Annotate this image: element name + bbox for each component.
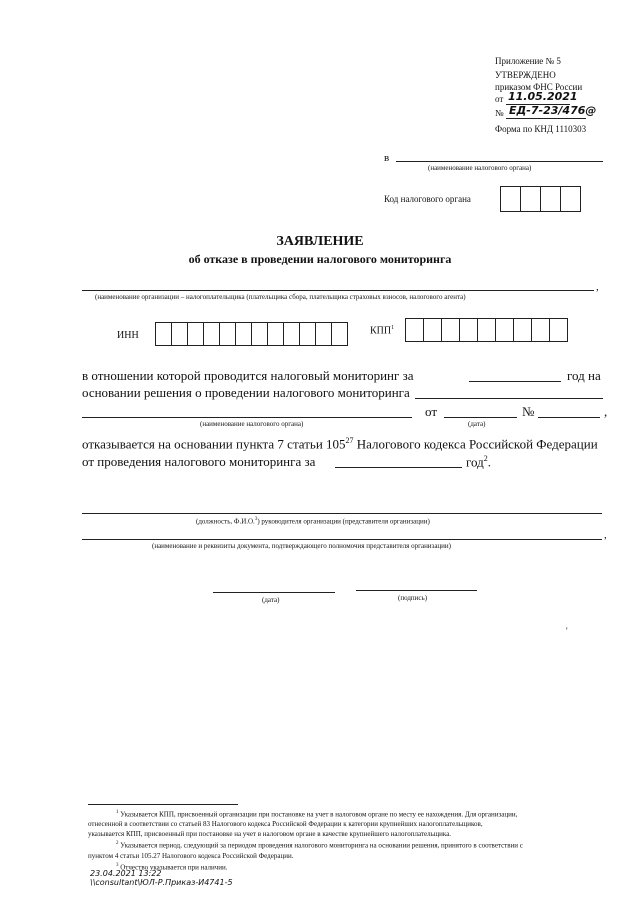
authority-document-field[interactable]: [82, 539, 602, 540]
signature-caption: (подпись): [398, 594, 428, 602]
kpp-label: КПП$^1$: [370, 325, 395, 337]
footnote-separator: [88, 804, 238, 805]
tax-authority-field[interactable]: [396, 161, 603, 162]
organization-caption: (наименование организации – налогоплательщика (плательщика сбора, плательщика страховых взносов, налогового агента): [95, 293, 466, 301]
body-line-2: основании решения о проведении налогового мониторинга: [82, 385, 410, 400]
inn-label: ИНН: [117, 330, 139, 341]
tax-code-label: Код налогового органа: [384, 194, 471, 204]
inn-cells[interactable]: [155, 322, 348, 346]
decision-authority-field[interactable]: [82, 417, 412, 418]
document-subtitle: об отказе в проведении налогового мониторинга: [188, 252, 452, 266]
decision-number-field[interactable]: [538, 417, 600, 418]
tax-code-cells[interactable]: [500, 186, 581, 212]
body-line-4-end: год$^2$.: [466, 454, 491, 470]
decision-date-caption: (дата): [468, 420, 486, 428]
appendix-number: Приложение № 5: [495, 56, 561, 66]
footnote-line: указывается КПП, присвоенный при постановке на учет в налоговом органе в качестве крупнейшего налогоплательщика.: [88, 830, 452, 839]
sign-date-field[interactable]: [213, 592, 335, 593]
document-path: \\consultant\ЮЛ-Р.Приказ-И4741-5: [90, 878, 233, 887]
form-code: Форма по КНД 1110303: [495, 124, 587, 134]
head-caption: (должность, Ф.И.О.$^3$) руководителя организации (представителя организации): [196, 517, 430, 526]
decision-date-field[interactable]: [444, 417, 517, 418]
head-name-field[interactable]: [82, 513, 602, 514]
body-line-1: в отношении которой проводится налоговый мониторинг за: [82, 368, 414, 383]
authority-document-caption: (наименование и реквизиты документа, подтверждающего полномочия представителя организации): [152, 542, 451, 550]
sign-date-caption: (дата): [262, 596, 280, 604]
footnote-line: $^1$ Указывается КПП, присвоенный организации при постановке на учет в налоговом органе по месту ее нахождения. Для организации,: [116, 810, 518, 819]
order-number-value: ЕД-7-23/476@: [509, 104, 597, 117]
body-line-3: отказывается на основании пункта 7 статьи $105^{27}$ Налогового кодекса Российской Федерации: [82, 436, 598, 452]
order-number-label: №: [495, 108, 504, 118]
approved-label: УТВЕРЖДЕНО: [495, 70, 556, 80]
tax-authority-caption: (наименование налогового органа): [428, 164, 532, 172]
decision-number-label: №: [522, 404, 535, 419]
footnote-line: $^3$ Отчество указывается при наличии.: [116, 862, 228, 871]
body-line-1-end: год на: [567, 368, 601, 383]
decision-authority-caption: (наименование налогового органа): [200, 420, 304, 428]
order-date-label: от: [495, 94, 504, 104]
organization-name-field[interactable]: [82, 290, 594, 291]
footnote-line: $^2$ Указывается период, следующий за периодом проведения налогового мониторинга на основании решения, принятого в соответствии с: [116, 841, 523, 850]
order-date-value: 11.05.2021: [508, 90, 578, 103]
print-timestamp: 23.04.2021 13:22: [90, 869, 162, 878]
footnotes: [88, 808, 608, 872]
signature-field[interactable]: [356, 590, 477, 591]
kpp-cells[interactable]: [405, 318, 568, 342]
recipient-prefix: в: [384, 152, 390, 164]
refusal-year-field[interactable]: [335, 467, 462, 468]
order-label: приказом ФНС России: [495, 82, 583, 92]
body-line-4: от проведения налогового мониторинга за: [82, 454, 316, 469]
decision-from-label: от: [425, 404, 438, 419]
footnote-line: отнесенной в соответствии со статьей 83 Налогового кодекса Российской Федерации к категории крупнейших налогоплательщиков,: [88, 820, 483, 829]
footnote-line: пунктом 4 статьи 105.27 Налогового кодекса Российской Федерации.: [88, 851, 294, 860]
document-title: ЗАЯВЛЕНИЕ: [276, 234, 364, 249]
monitoring-year-field[interactable]: [469, 381, 561, 382]
